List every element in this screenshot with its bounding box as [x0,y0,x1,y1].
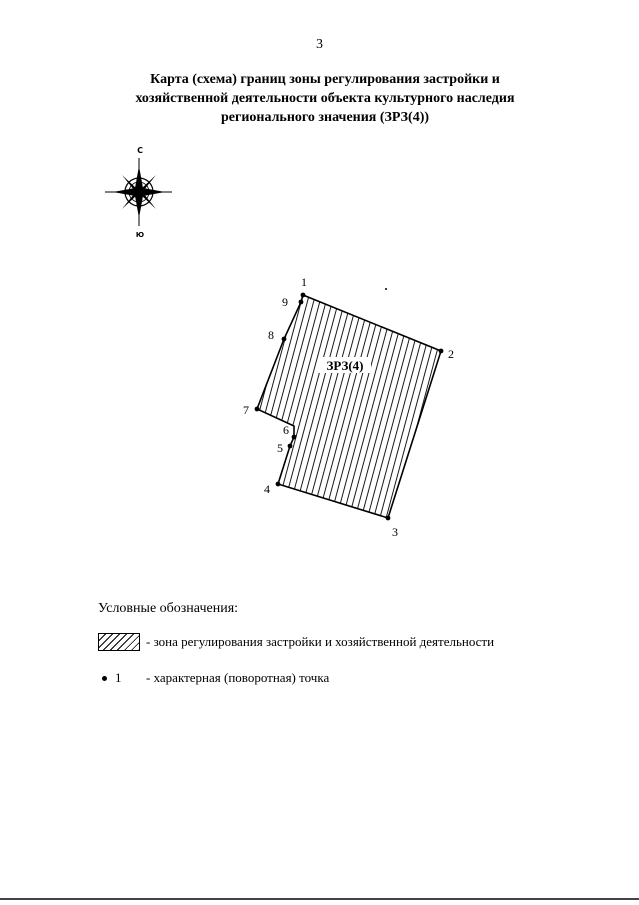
point-label: 3 [392,525,398,539]
point-label: 1 [301,275,307,289]
page-number: 3 [316,37,323,52]
legend-item-text: - характерная (поворотная) точка [146,670,330,685]
zone-label: ЗРЗ(4) [326,358,364,373]
point-marker [301,293,306,298]
legend-item-point [98,670,329,686]
point-marker [276,482,281,487]
point-marker [288,444,293,449]
title-line-1: Карта (схема) границ зоны регулирования застройки и [150,72,500,87]
legend-item-zone [98,633,494,651]
legend-heading: Условные обозначения: [98,601,239,616]
compass-rose-icon [105,146,172,239]
compass-north-label: С [137,146,143,155]
title-line-3: регионального значения (ЗРЗ(4)) [220,110,430,125]
legend-point-number: 1 [115,670,122,685]
point-marker [299,300,304,305]
point-label: 4 [264,482,270,496]
point-label: 6 [283,423,289,437]
point-marker [282,337,287,342]
point-marker [386,516,391,521]
title-line-2: хозяйственной деятельности объекта культурного наследия [135,91,515,106]
point-marker [439,349,444,354]
point-label: 7 [243,403,249,417]
point-label: 9 [282,295,288,309]
point-marker [255,407,260,412]
zone-boundary [257,295,441,518]
point-icon [98,670,140,686]
point-label: 2 [448,347,454,361]
hatched-box-icon [98,633,140,651]
compass-south-label: Ю [135,231,145,239]
legend-item-text: - зона регулирования застройки и хозяйственной деятельности [146,634,495,649]
point-label: 8 [268,328,274,342]
point-label: 5 [277,441,283,455]
point-marker [292,435,297,440]
page-bottom-edge [0,898,639,900]
